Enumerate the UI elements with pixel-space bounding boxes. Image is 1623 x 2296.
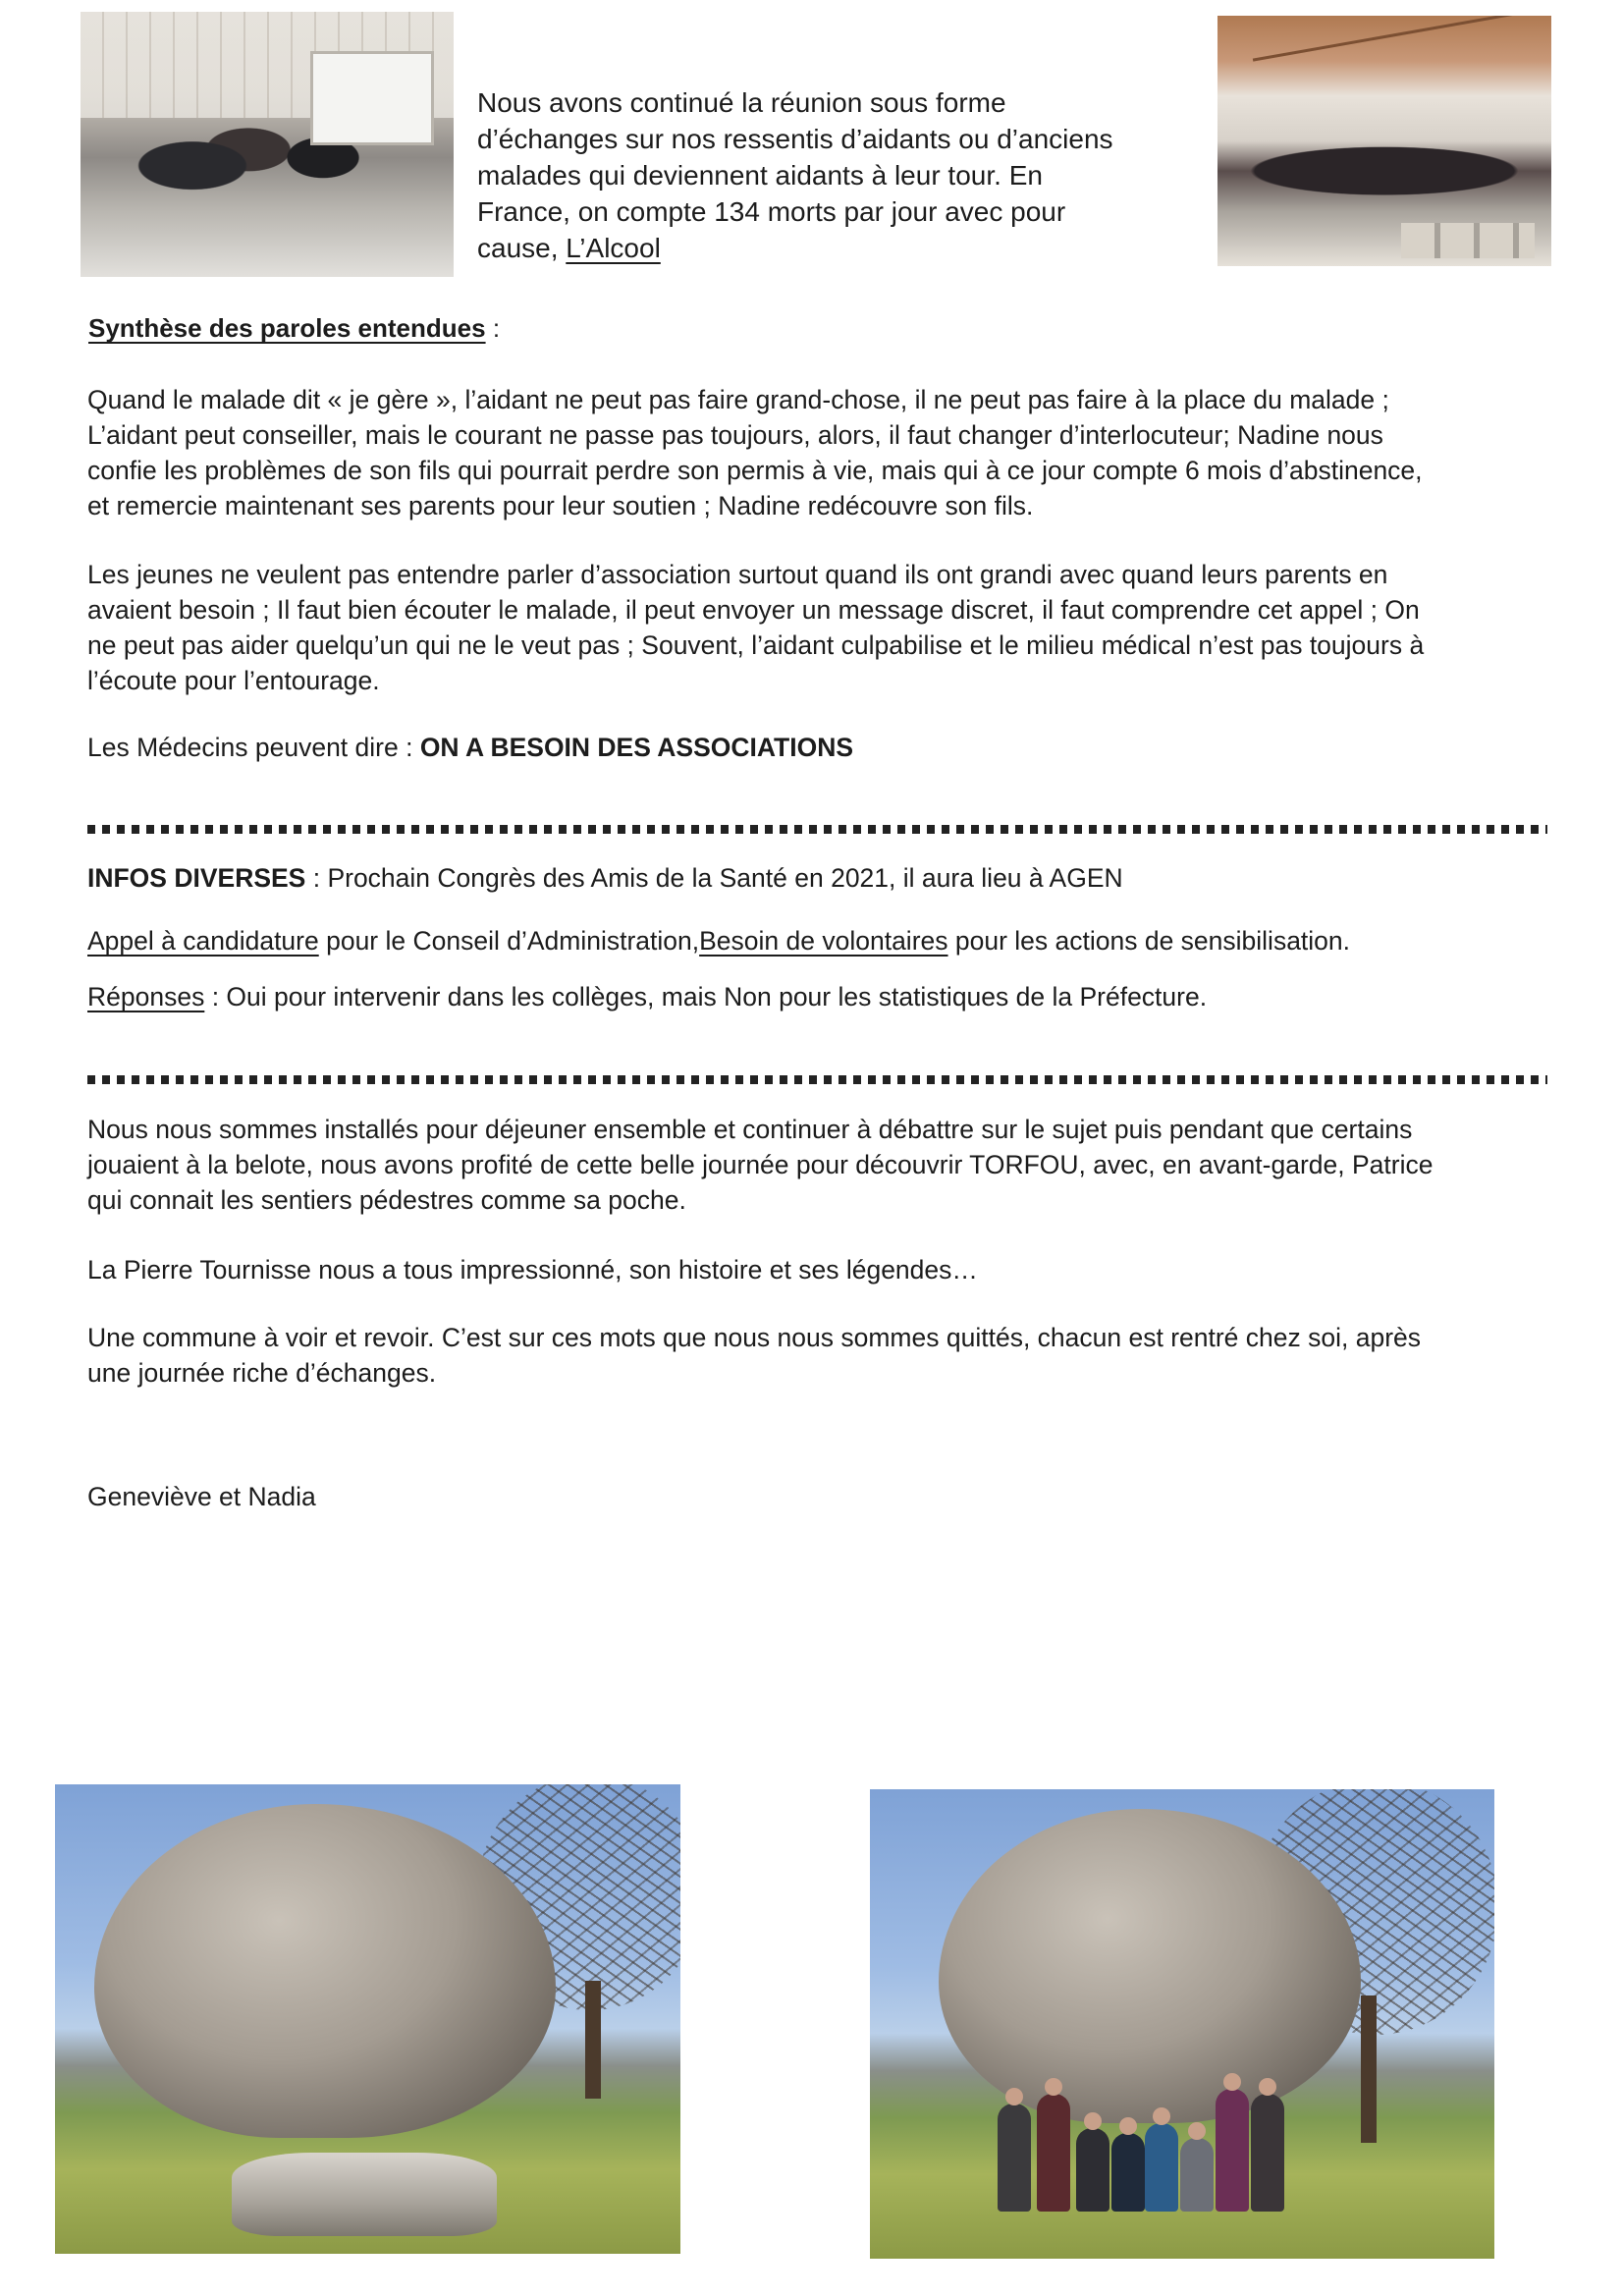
meeting-photo-left: [81, 12, 454, 277]
intro-text: cause,: [477, 233, 567, 263]
text-line: l’écoute pour l’entourage.: [87, 666, 380, 695]
group-of-people: [998, 2064, 1292, 2212]
reponses-text: : Oui pour intervenir dans les collèges, mais Non pour les statistiques de la Préfecture.: [204, 982, 1208, 1011]
intro-line: d’échanges sur nos ressentis d’aidants ou d’anciens: [477, 124, 1113, 154]
person: [1111, 2133, 1145, 2212]
person: [1145, 2123, 1178, 2212]
person: [1251, 2094, 1284, 2212]
appel-line: [87, 923, 1350, 958]
base-stone: [232, 2153, 497, 2236]
outro-paragraph-3: [87, 1320, 1560, 1391]
tree-trunk: [1361, 1995, 1377, 2143]
besoin-text: pour les actions de sensibilisation.: [947, 926, 1351, 956]
reponses-line: [87, 979, 1207, 1014]
appel-candidature: Appel à candidature: [87, 926, 319, 956]
intro-paragraph: [477, 84, 1204, 266]
synthese-heading-text: Synthèse des paroles entendues: [88, 313, 486, 343]
person: [1076, 2128, 1109, 2212]
text-line: L’aidant peut conseiller, mais le courant ne passe pas toujours, alors, il faut changer d’interlocuteur; Nadine nous: [87, 420, 1383, 450]
chairs: [1401, 223, 1535, 258]
pierre-tournisse-photo-left: [55, 1784, 680, 2254]
infos-line: [87, 860, 1123, 896]
tree-trunk: [585, 1981, 601, 2099]
person: [1216, 2089, 1249, 2212]
synthese-heading-colon: :: [485, 313, 501, 343]
besoin-volontaires: Besoin de volontaires: [699, 926, 948, 956]
person: [1037, 2094, 1070, 2212]
person: [1180, 2138, 1214, 2212]
text-line: jouaient à la belote, nous avons profité de cette belle journée pour découvrir TORFOU, avec, en avant-garde, Patrice: [87, 1150, 1434, 1179]
text-line: Une commune à voir et revoir. C’est sur ces mots que nous nous sommes quittés, chacun est rentré chez soi, après: [87, 1323, 1422, 1352]
signature: Geneviève et Nadia: [87, 1482, 316, 1511]
infos-label: INFOS DIVERSES: [87, 863, 306, 893]
window: [310, 51, 434, 145]
text-line: ne peut pas aider quelqu’un qui ne le veut pas ; Souvent, l’aidant culpabilise et le milieu médical n’est pas toujours à: [87, 630, 1425, 660]
intro-line: [477, 230, 1204, 266]
text-line: une journée riche d’échanges.: [87, 1358, 437, 1388]
alcool-underlined: L’Alcool: [566, 233, 661, 263]
intro-line: Nous avons continué la réunion sous forme: [477, 87, 1006, 118]
text-line: confie les problèmes de son fils qui pourrait perdre son permis à vie, mais qui à ce jour compte 6 mois d’abstinence,: [87, 456, 1423, 485]
medecins-prefix: Les Médecins peuvent dire :: [87, 733, 420, 762]
intro-line: malades qui deviennent aidants à leur tour. En: [477, 160, 1043, 191]
roof-beam: [1253, 16, 1516, 62]
meeting-photo-right: [1217, 16, 1551, 266]
text-line: Nous nous sommes installés pour déjeuner ensemble et continuer à débattre sur le sujet puis pendant que certains: [87, 1115, 1413, 1144]
text-line: qui connait les sentiers pédestres comme sa poche.: [87, 1185, 686, 1215]
infos-text: : Prochain Congrès des Amis de la Santé en 2021, il aura lieu à AGEN: [305, 863, 1123, 893]
intro-line: France, on compte 134 morts par jour avec pour: [477, 196, 1066, 227]
text-line: Les jeunes ne veulent pas entendre parler d’association surtout quand ils ont grandi avec quand leurs parents en: [87, 560, 1388, 589]
medecins-bold: ON A BESOIN DES ASSOCIATIONS: [419, 733, 854, 762]
outro-paragraph-2: La Pierre Tournisse nous a tous impressionné, son histoire et ses légendes…: [87, 1255, 978, 1285]
appel-text: pour le Conseil d’Administration,: [318, 926, 700, 956]
text-line: Quand le malade dit « je gère », l’aidant ne peut pas faire grand-chose, il ne peut pas faire à la place du malade ;: [87, 385, 1389, 414]
synthese-paragraph-2: [87, 557, 1560, 698]
dotted-separator: [87, 1075, 1547, 1084]
person: [998, 2104, 1031, 2212]
text-line: avaient besoin ; Il faut bien écouter le malade, il peut envoyer un message discret, il faut comprendre cet appel ; On: [87, 595, 1420, 625]
outro-paragraph-1: [87, 1112, 1560, 1218]
dotted-separator: [87, 825, 1547, 834]
medecins-line: [87, 730, 853, 765]
text-line: et remercie maintenant ses parents pour leur soutien ; Nadine redécouvre son fils.: [87, 491, 1034, 520]
pierre-tournisse-photo-right: [870, 1789, 1494, 2259]
synthese-heading: [88, 310, 500, 346]
synthese-paragraph-1: [87, 382, 1560, 523]
reponses-label: Réponses: [87, 982, 205, 1011]
